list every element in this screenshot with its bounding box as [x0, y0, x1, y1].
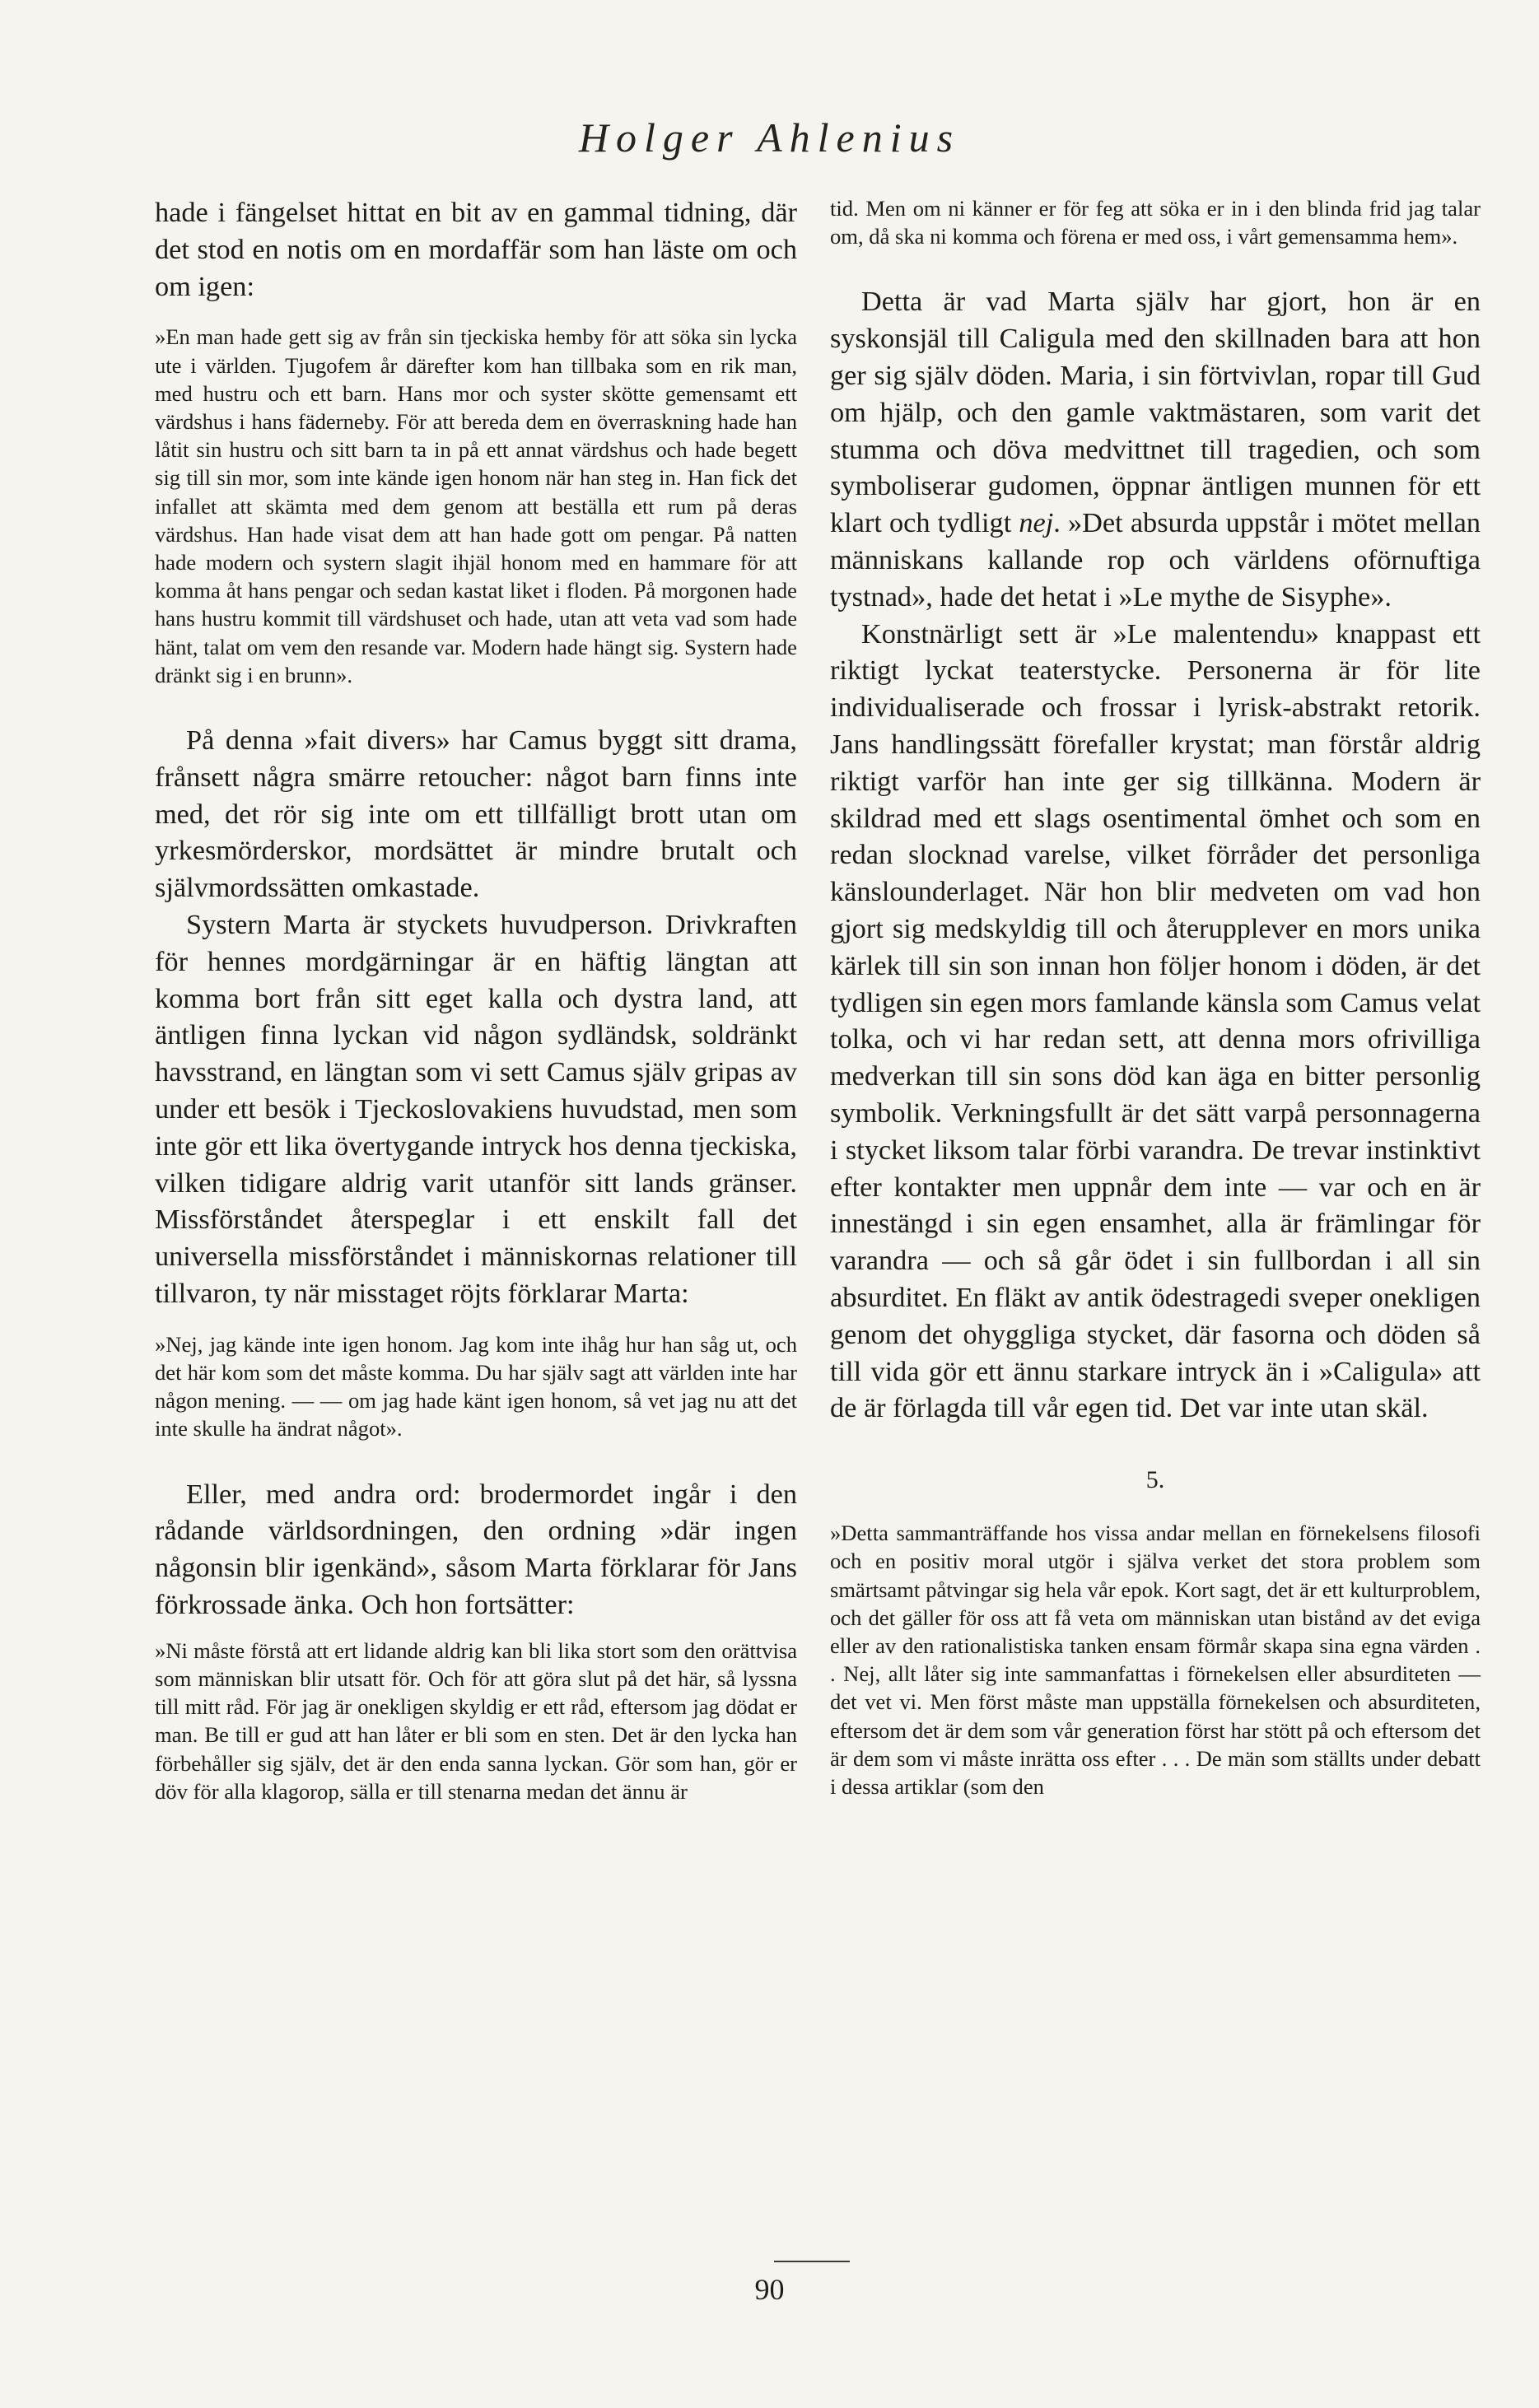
- paragraph-marta: Systern Marta är styckets huvudperson. Drivkraften för hennes mordgärningar är en häftig längtan att komma bort från sitt eget kalla och dystra land, att äntligen finna lyckan vid någon sydländsk, soldränkt havsstrand, en längtan som vi sett Camus själv gripas av under ett besök i Tjeckoslovakiens huvudstad, men som inte gör ett lika övertygande intryck hos denna tjeckiska, vilken tidigare aldrig varit utanför sitt lands gränser. Missförståndet återspeglar i ett enskilt fall det universella missförståndet i människornas relationer till tillvaron, ty när misstaget röjts förklarar Marta:: [155, 909, 797, 1309]
- footer-rule: [774, 2261, 850, 2262]
- paragraph-brodermordet: Eller, med andra ord: brodermordet ingår i den rådande världsordningen, den ordning »där ingen någonsin blir igenkänd», såsom Marta förklarar för Jans förkrossade änka. Och hon fortsätter:: [155, 1478, 797, 1620]
- block-quote-advice: »Ni måste förstå att ert lidande aldrig kan bli lika stort som den orättvisa som människan blir utsatt för. Och för att göra slut på det här, så lyssna till mitt råd. För jag är onekligen skyldig er ett råd, eftersom jag dödat er man. Be till er gud att han låter er bli som en sten. Det är den lycka han förbehåller sig själv, det är den enda sanna lyckan. Gör som han, gör er döv för alla klagorop, sälla er till stenarna medan det ännu är: [155, 1637, 797, 1804]
- left-column: [155, 194, 797, 1805]
- page-number: 90: [754, 2273, 785, 2306]
- paragraph-caligula: [830, 283, 1481, 615]
- emphasis-nej: nej: [1019, 507, 1054, 539]
- paragraph-konstnarligt: Konstnärligt sett är »Le malentendu» knappast ett riktigt lyckat teaterstycke. Personerna är för lite individualiserade och frossar i lyrisk-abstrakt retorik. Jans handlingssätt förefaller krystat; man förstår aldrig riktigt varför han inte ger sig tillkänna. Modern är skildrad med ett slags osentimental ömhet och som en redan slocknad varelse, vilket förråder det personliga känslounderlaget. När hon blir medveten om vad hon gjort sig medskyldig till och återupplever en mors unika kärlek till sin son innan hon följer honom i döden, är det tydligen sin egen mors famlande känsla som Camus velat tolka, och vi har redan sett, att denna mors ofrivilliga medverkan till sin sons död kan äga en bitter personlig symbolik. Verkningsfullt är det sätt varpå personnagerna i stycket liksom talar förbi varandra. De trevar instinktivt efter kontakter men uppnår dem inte — var och en är innestängd i sin egen ensamhet, alla är främlingar för varandra — och så går ödet i sin fullbordan i all sin absurditet. En fläkt av antik ödestragedi sveper onekligen genom det ohyggliga stycket, där fasorna och döden så till vida gör ett ännu starkare intryck än i »Caligula» att de är förlagda till vår egen tid. Det var inte utan skäl.: [830, 617, 1481, 1424]
- block-quote-generation: »Detta sammanträffande hos vissa andar mellan en förnekelsens filosofi och en positiv moral utgör i själva verket det stora problem som smärtsamt påtvingar sig hela vår epok. Kort sagt, det är ett kulturproblem, och det gäller för oss att få veta om människan utan bistånd av det eviga eller av den rationalistiska tanken ensam förmår skapa sina egna värden . . Nej, allt låter sig inte sammanfattas i förnekelsen eller absurditeten — det vet vi. Men först måste man uppställa förnekelsen och absurditeten, eftersom det är dem som vår generation först har stött på och eftersom det är dem som vi måste inrätta oss efter . . . De män som ställts under debatt i dessa artiklar (som den: [830, 1521, 1481, 1799]
- block-quote-marta: »Nej, jag kände inte igen honom. Jag kom inte ihåg hur han såg ut, och det här kom som det måste komma. Du har själv sagt att världen inte har någon mening. — — om jag hade känt igen honom, så vet jag nu att det inte skulle ha ändrat något».: [155, 1331, 797, 1442]
- paragraph-caligula-end: . »Det absurda uppstår i mötet mellan människans kallande rop och världens oförnuftiga tystnad», hade det hetat i »Le mythe de Sisyphe».: [830, 507, 1481, 612]
- paragraph-fait-divers: På denna »fait divers» har Camus byggt sitt drama, frånsett några smärre retoucher: något barn finns inte med, det rör sig inte om ett tillfälligt brott utan om yrkesmörderskor, mordsättet är mindre brutalt och självmordssätten omkastade.: [155, 724, 797, 904]
- section-number: 5.: [1145, 1466, 1165, 1494]
- block-quote-news-item: »En man hade gett sig av från sin tjeckiska hemby för att söka sin lycka ute i världen. Tjugofem år därefter kom han tillbaka som en rik man, med hustru och ett barn. Hans mor och syster skötte gemensamt ett värdshus i hans fäderneby. För att bereda dem en överraskning hade han låtit sin hustru och sitt barn ta in på ett annat värdshus och hade begett sig till sin mor, som inte kände igen honom när han steg in. Han fick det infallet att skämta med dem genom att beställa ett rum på deras värdshus. Han hade visat dem att han hade gott om pengar. På natten hade modern och systern slagit ihjäl honom med en hammare för att komma åt hans pengar och sedan kastat liket i floden. På morgonen hade hans hustru kommit till värdshuset och hade, utan att veta vad som hade hänt, talat om vem den resande var. Modern hade hängt sig. Systern hade dränkt sig i en brunn».: [155, 324, 797, 687]
- right-column: [830, 194, 1481, 1800]
- running-head-author: Holger Ahlenius: [578, 114, 961, 161]
- paragraph-intro: hade i fängelset hittat en bit av en gammal tidning, där det stod en notis om en mordaffär som han läste om och om igen:: [155, 197, 797, 302]
- block-quote-continuation: tid. Men om ni känner er för feg att söka er in i den blinda frid jag talar om, då ska ni komma och förena er med oss, i vårt gemensamma hem».: [830, 196, 1481, 249]
- paragraph-caligula-text: Detta är vad Marta själv har gjort, hon är en syskonsjäl till Caligula med den skillnaden bara att hon ger sig själv döden. Maria, i sin förtvivlan, ropar till Gud om hjälp, och den gamle vaktmästaren, som varit det stumma och döva medvittnet till tragedien, och som symboliserar gudomen, öppnar äntligen munnen för ett klart och tydligt: [830, 286, 1481, 539]
